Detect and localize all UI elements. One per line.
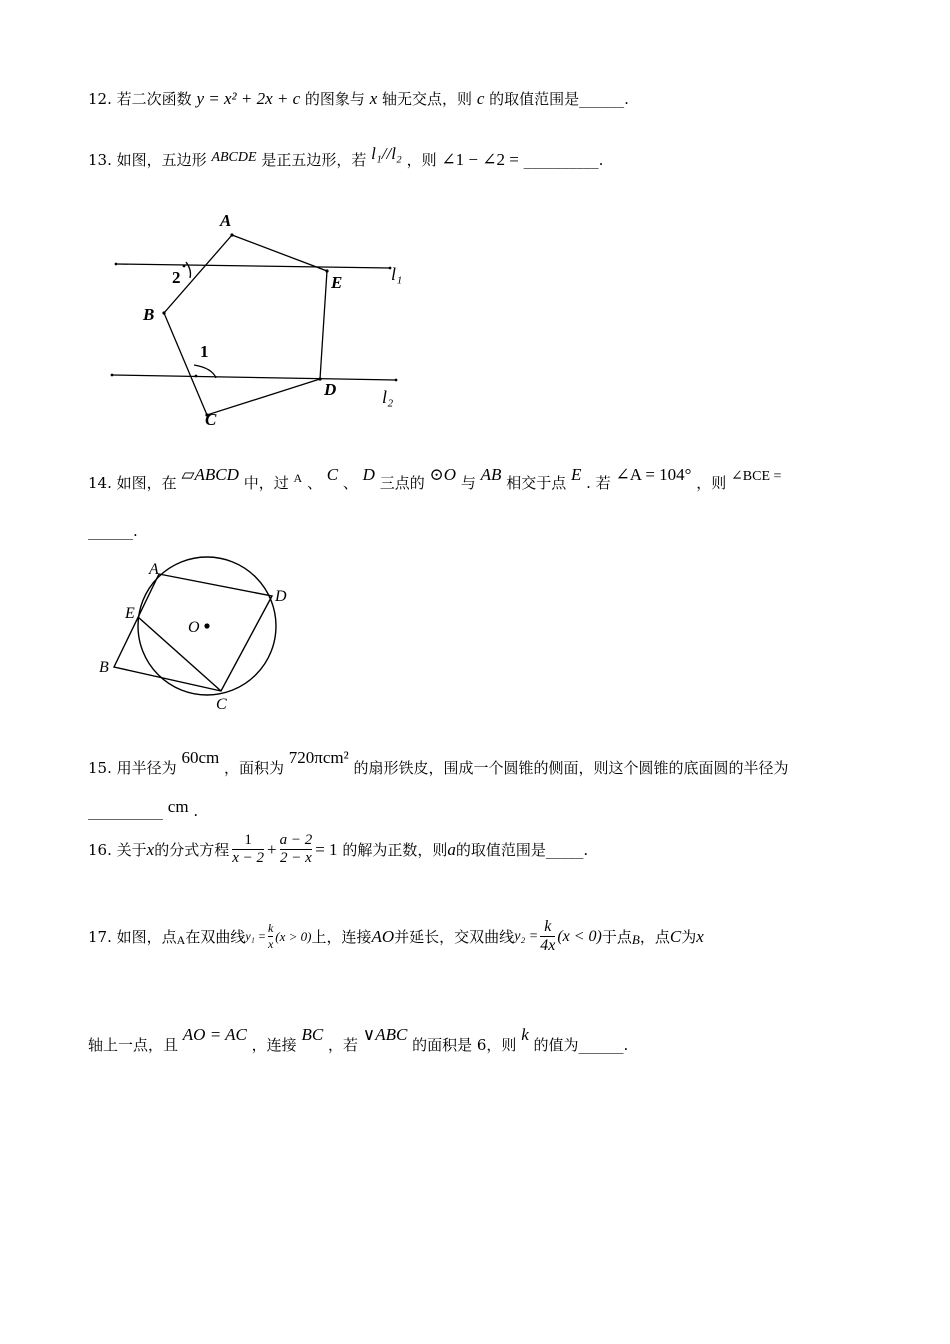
q17-y1: y₁ = bbox=[245, 929, 266, 943]
q17-point-c: C bbox=[669, 926, 682, 946]
q13-parallel: l₁//l₂ bbox=[371, 144, 402, 163]
q17-text-c: 上，连接 bbox=[311, 928, 372, 946]
label-angle-1: 1 bbox=[200, 342, 209, 361]
label-C: C bbox=[216, 696, 227, 713]
q16-text-a: 关于 bbox=[116, 841, 147, 859]
question-13 bbox=[88, 144, 603, 170]
q13-text-c: ，则 bbox=[406, 151, 437, 169]
q15-number: 15. bbox=[88, 759, 112, 777]
q16-fraction-2 bbox=[280, 832, 313, 867]
q14-text-a: 如图，在 bbox=[116, 474, 177, 492]
q14-text-b: 中，过 bbox=[243, 474, 289, 492]
q14-point-c: C bbox=[326, 465, 339, 484]
q15-text-b: ，面积为 bbox=[224, 759, 285, 777]
q16-plus: + bbox=[267, 839, 277, 859]
q16-text-d: 的取值范围是_____. bbox=[455, 841, 589, 859]
question-16 bbox=[88, 832, 588, 867]
q14-text-g: ，则 bbox=[696, 474, 727, 492]
q17-y2: y₂ = bbox=[514, 928, 539, 944]
q13-pentagon: ABCDE bbox=[211, 150, 257, 165]
q12-var-x: x bbox=[369, 89, 378, 108]
line-l2 bbox=[112, 375, 396, 380]
q15-area: 720πcm² bbox=[288, 748, 349, 767]
label-D: D bbox=[324, 380, 337, 399]
question-17-line-2 bbox=[88, 1025, 628, 1055]
q15-radius: 60cm bbox=[181, 748, 220, 767]
q14-sep2: 、 bbox=[342, 474, 358, 492]
q17-line2-e: 的值为______. bbox=[533, 1036, 629, 1054]
label-B: B bbox=[99, 659, 109, 676]
q16-number: 16. bbox=[88, 840, 112, 859]
q17-point-a: A bbox=[176, 933, 186, 947]
q17-fraction-2 bbox=[540, 918, 555, 955]
q17-text-d: 并延长，交双曲线 bbox=[394, 928, 515, 946]
q12-text-d: 的取值范围是______. bbox=[489, 90, 629, 108]
q17-var-k: k bbox=[521, 1025, 529, 1044]
q17-number: 17. bbox=[88, 927, 112, 946]
q17-f1-den: x bbox=[267, 937, 274, 951]
q12-number: 12. bbox=[88, 90, 112, 108]
q16-eq: = 1 bbox=[315, 839, 338, 859]
label-l1: l₁ bbox=[391, 264, 403, 284]
q16-text-b: 的分式方程 bbox=[154, 841, 230, 859]
q16-frac2-den: 2 − x bbox=[280, 850, 312, 866]
q17-line2-d: 的面积是 6，则 bbox=[412, 1036, 517, 1054]
q14-circle: ⊙O bbox=[429, 465, 457, 484]
q14-point-d: D bbox=[362, 465, 375, 484]
label-C: C bbox=[205, 410, 217, 429]
q17-f1-num: k bbox=[267, 921, 274, 935]
q14-text-c: 三点的 bbox=[379, 474, 425, 492]
q13-text-a: 如图，五边形 bbox=[116, 151, 207, 169]
q12-text-a: 若二次函数 bbox=[116, 90, 192, 108]
q16-fraction-1 bbox=[232, 832, 264, 867]
q16-frac1-num: 1 bbox=[244, 832, 252, 848]
label-D: D bbox=[275, 588, 287, 605]
label-E: E bbox=[331, 273, 343, 292]
q17-text-g: 为 bbox=[681, 928, 697, 946]
q17-text-f: ，点 bbox=[639, 928, 670, 946]
label-B: B bbox=[143, 305, 155, 324]
question-12 bbox=[88, 88, 629, 109]
label-l2: l₂ bbox=[382, 387, 394, 407]
q17-bc: BC bbox=[301, 1025, 324, 1044]
q17-f2-num: k bbox=[544, 918, 552, 935]
label-angle-2: 2 bbox=[172, 268, 181, 287]
q14-sep1: 、 bbox=[306, 474, 322, 492]
q16-text-c: 的解为正数，则 bbox=[342, 841, 448, 859]
q17-tri: ∨ABC bbox=[362, 1025, 408, 1044]
q16-var-x: x bbox=[146, 839, 155, 859]
q17-eq-ao: AO = AC bbox=[182, 1025, 247, 1044]
q17-fraction-1 bbox=[268, 921, 273, 952]
label-A: A bbox=[220, 211, 232, 230]
q12-var-c: c bbox=[476, 89, 485, 108]
question-14 bbox=[88, 465, 781, 493]
center-dot bbox=[204, 623, 209, 628]
q17-cond1: (x > 0) bbox=[275, 928, 312, 944]
q17-line2-c: ，若 bbox=[327, 1036, 358, 1054]
q15-text-a: 用半径为 bbox=[116, 759, 177, 777]
q13-number: 13. bbox=[88, 151, 112, 169]
q14-text-d: 与 bbox=[460, 474, 476, 492]
q17-var-x: x bbox=[696, 926, 704, 946]
q16-frac2-num: a − 2 bbox=[279, 832, 313, 848]
segment-ec bbox=[138, 617, 221, 691]
q14-text-f: . 若 bbox=[586, 474, 611, 492]
q15-unit: cm bbox=[167, 797, 189, 816]
q15-blank: __________ bbox=[88, 802, 163, 820]
q17-line2-a: 轴上一点，且 bbox=[88, 1036, 179, 1054]
q13-angle-expr: ∠1 − ∠2 = bbox=[441, 150, 519, 169]
q17-cond2: (x < 0) bbox=[557, 927, 602, 945]
q12-text-c: 轴无交点，则 bbox=[382, 90, 473, 108]
q16-var-a: a bbox=[447, 839, 456, 859]
q13-text-b: 是正五边形，若 bbox=[261, 151, 367, 169]
q15-answer-line bbox=[88, 797, 198, 820]
q15-end: . bbox=[193, 802, 199, 820]
q16-frac1-den: x − 2 bbox=[232, 850, 264, 866]
q14-para: ▱ABCD bbox=[181, 465, 239, 484]
line-l1 bbox=[116, 264, 390, 268]
q14-seg: AB bbox=[480, 465, 502, 484]
q14-blank: ______. bbox=[88, 522, 138, 540]
q14-point-e: E bbox=[570, 465, 582, 484]
circle-figure bbox=[90, 555, 300, 715]
q17-ao: AO bbox=[371, 926, 395, 946]
label-O: O bbox=[188, 619, 200, 636]
q17-f2-den: 4x bbox=[540, 937, 556, 954]
q14-angle-a: ∠A = 104° bbox=[615, 465, 692, 484]
q13-text-d: __________. bbox=[523, 151, 604, 169]
q17-text-a: 如图，点 bbox=[116, 928, 177, 946]
q12-formula: y = x² + 2x + c bbox=[196, 89, 301, 108]
q14-number: 14. bbox=[88, 474, 112, 492]
label-E: E bbox=[125, 605, 135, 622]
question-17 bbox=[88, 918, 704, 955]
pentagon-abcde bbox=[164, 235, 327, 415]
q14-angle-bce: ∠BCE = bbox=[731, 469, 782, 484]
q17-text-e: 于点 bbox=[601, 928, 632, 946]
pentagon-figure bbox=[100, 200, 420, 440]
q12-text-b: 的图象与 bbox=[304, 90, 365, 108]
q17-text-b: 在双曲线 bbox=[185, 928, 246, 946]
q14-text-e: 相交于点 bbox=[506, 474, 567, 492]
q17-line2-b: ，连接 bbox=[251, 1036, 297, 1054]
q15-text-c: 的扇形铁皮，围成一个圆锥的侧面，则这个圆锥的底面圆的半径为 bbox=[353, 759, 789, 777]
q17-point-b: B bbox=[631, 931, 640, 947]
label-A: A bbox=[149, 561, 159, 578]
question-15 bbox=[88, 748, 789, 778]
q14-point-a: A bbox=[293, 471, 303, 485]
